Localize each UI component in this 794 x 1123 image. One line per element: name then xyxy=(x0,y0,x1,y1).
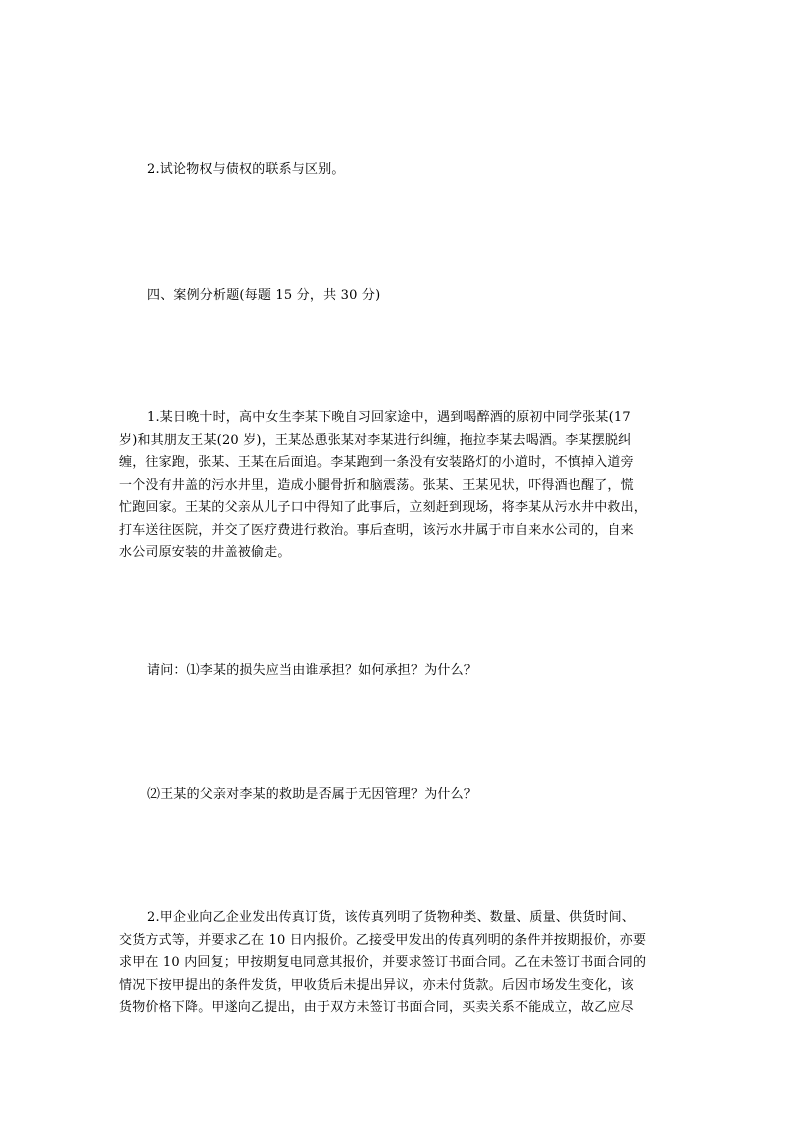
case-2-line: 货物价格下降。甲遂向乙提出，由于双方未签订书面合同，买卖关系不能成立，故乙应尽 xyxy=(119,1000,634,1015)
case-1-line: 一个没有井盖的污水井里，造成小腿骨折和脑震荡。张某、王某见状，吓得酒也醒了，慌 xyxy=(119,477,634,493)
case-1-question-a: 请问：⑴李某的损失应当由谁承担？如何承担？为什么？ xyxy=(147,663,478,678)
case-1-line: 缠，往家跑，张某、王某在后面追。李某跑到一条没有安装路灯的小道时，不慎掉入道旁 xyxy=(119,455,634,470)
case-1-line: 水公司原安装的井盖被偷走。 xyxy=(119,545,291,560)
case-2-line: 交货方式等，并要求乙在 10 日内报价。乙接受甲发出的传真列明的条件并按期报价，亦要 xyxy=(119,932,647,948)
case-2-line: 2.甲企业向乙企业发出传真订货，该传真列明了货物种类、数量、质量、供货时间、 xyxy=(147,910,636,925)
case-1-line: 忙跑回家。王某的父亲从儿子口中得知了此事后，立刻赶到现场，将李某从污水井中救出， xyxy=(119,500,648,515)
case-1-line: 1.某日晚十时，高中女生李某下晚自习回家途中，遇到喝醉酒的原初中同学张某(17 xyxy=(147,410,631,425)
case-2-line: 求甲在 10 内回复；甲按期复电同意其报价，并要求签订书面合同。乙在未签订书面合同的 xyxy=(119,955,647,970)
section-4-heading: 四、案例分析题(每题 15 分，共 30 分) xyxy=(147,288,381,303)
case-1-line: 岁)和其朋友王某(20 岁)，王某怂恿张某对李某进行纠缠，拖拉李某去喝酒。李某摆脱纠 xyxy=(119,432,632,448)
case-1-question-b: ⑵王某的父亲对李某的救助是否属于无因管理？为什么？ xyxy=(147,787,478,802)
case-2-paragraph xyxy=(119,907,679,1020)
question-2: 2.试论物权与债权的联系与区别。 xyxy=(147,162,345,177)
case-1-line: 打车送往医院，并交了医疗费进行救治。事后查明，该污水井属于市自来水公司的，自来 xyxy=(119,522,634,538)
case-2-line: 情况下按甲提出的条件发货，甲收货后未提出异议，亦未付货款。后因市场发生变化，该 xyxy=(119,977,634,993)
case-1-paragraph xyxy=(119,407,679,565)
